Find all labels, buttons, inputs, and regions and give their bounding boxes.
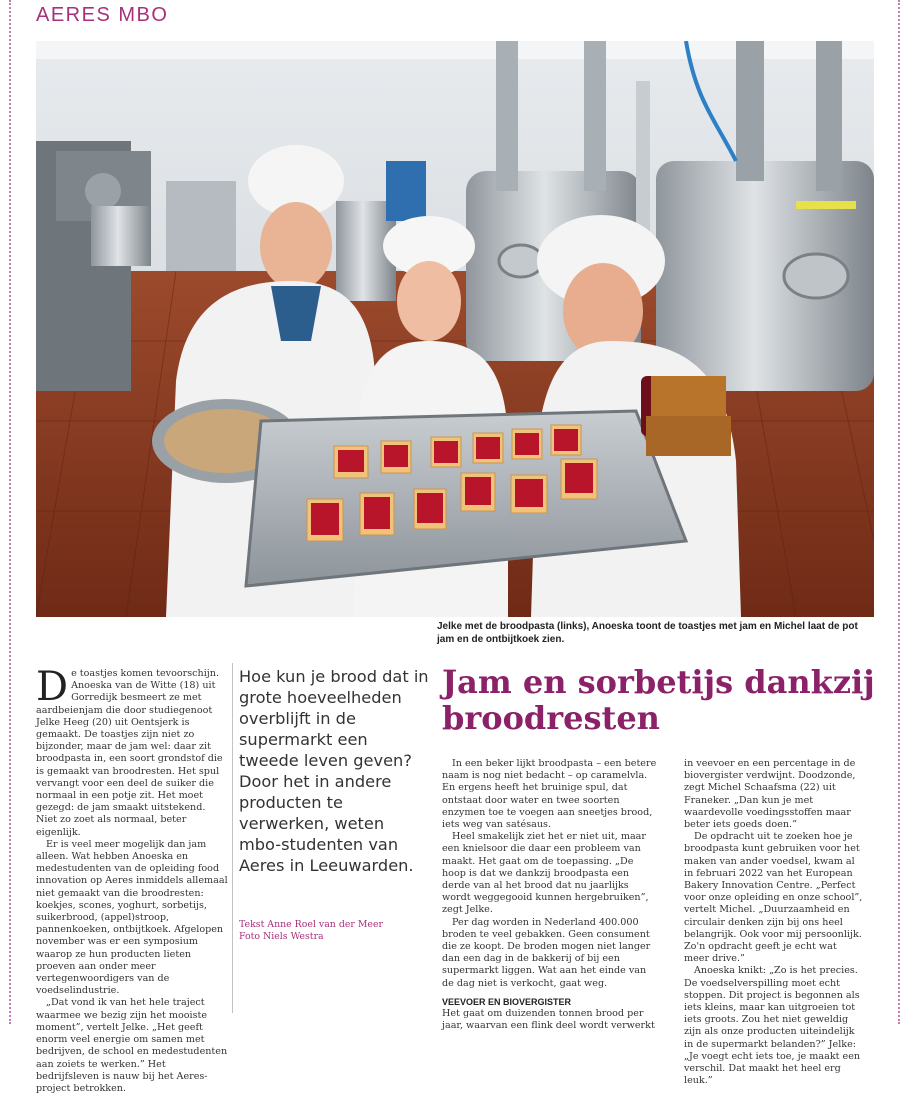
article-column-4 bbox=[684, 758, 864, 1087]
paragraph: Heel smakelijk ziet het er niet uit, maar een knielsoor die daar een probleem van maakt. Het gaat om de toepassing. „De hoop is dat we dankzij broodpasta een derde van al het brood dat nu jaarlijks wordt weggegooid kunnen hergebruiken”, zegt Jelke. bbox=[442, 831, 649, 916]
left-margin-dots bbox=[9, 0, 13, 1024]
article-column-1 bbox=[36, 664, 229, 1095]
paragraph: In een beker lijkt broodpasta – een betere naam is nog niet bedacht – op caramelvla. En ergens heeft het bruinige spul, dat ontstaat door water en twee soorten enzymen toe te voegen aan sneetjes brood, iets weg van satésaus. bbox=[442, 758, 657, 831]
paragraph: Per dag worden in Nederland 400.000 broden te veel gebakken. Geen consument die ze koopt. De broden mogen niet langer dan een dag in de bakkerij of bij een supermarkt liggen. Wat aan het einde van de dag niet is verkocht, gaat weg. bbox=[442, 916, 651, 989]
article-photo bbox=[36, 41, 874, 617]
paragraph: Anoeska knikt: „Zo is het precies. De voedselverspilling moet echt stoppen. Dit project is begonnen als iets kleins, maar kan uitgroeien tot iets groots. Zou het niet geweldig zijn als onze producten uiteindelijk in de supermarkt belanden?” Jelke: „Je voegt echt iets toe, je maakt een verschil. Dat maakt het heel erg leuk.” bbox=[684, 965, 861, 1087]
drop-cap: D bbox=[36, 664, 69, 710]
article-column-3 bbox=[442, 758, 658, 1032]
text-credit: Tekst Anne Roel van der Meer bbox=[239, 919, 384, 930]
paragraph: Er is veel meer mogelijk dan jam alleen. Wat hebben Anoeska en medestudenten van de opleiding food innovation op Aeres inmiddels allemaal niet gemaakt van die broodresten: koekjes, scones, yoghurt, sorbetijs, suikerbrood, (appel)stroop, pannenkoeken, ontbijtkoek. Afgelopen november was er een symposium waarop ze hun producten lieten proeven aan onder meer vertegenwoordigers van de voedselindustrie. bbox=[36, 838, 228, 997]
paragraph: Het gaat om duizenden tonnen brood per jaar, waarvan een flink deel wordt verwerkt bbox=[442, 1008, 655, 1032]
right-margin-dots bbox=[898, 0, 902, 1024]
paragraph: „Dat vond ik van het hele traject waarmee we bezig zijn het mooiste moment”, vertelt Jelke. „Het geeft enorm veel energie om samen met bedrijven, de school en medestudenten aan zoiets te werken.” Het bedrijfsleven is nauw bij het Aeres-project betrokken. bbox=[36, 997, 228, 1094]
article-credits bbox=[239, 919, 439, 943]
article-headline: Jam en sorbetijs dankzij broodresten bbox=[442, 663, 875, 737]
article-lead: Hoe kun je brood dat in grote hoeveelheden overblijft in de supermarkt een tweede leven geven? Door het in andere producten te verwerken, weten mbo-studenten van Aeres in Leeuwarden. bbox=[239, 667, 429, 875]
column-divider bbox=[232, 663, 233, 1013]
section-label: AERES MBO bbox=[36, 4, 169, 26]
subheading: VEEVOER EN BIOVERGISTER bbox=[442, 996, 572, 1007]
paragraph: De opdracht uit te zoeken hoe je broodpasta kunt gebruiken voor het maken van ander voedsel, kwam al in februari 2022 van het European Bakery Innovation Centre. „Perfect voor onze opleiding en onze school”, vertelt Michel. „Duurzaamheid en circulair denken zijn bij ons heel belangrijk. Ook voor mij persoonlijk. Zo'n opdracht geeft je echt wat meer drive.” bbox=[684, 831, 863, 965]
photo-caption: Jelke met de broodpasta (links), Anoeska toont de toastjes met jam en Michel laat de pot jam en de ontbijtkoek zien. bbox=[437, 621, 858, 645]
paragraph: e toastjes komen tevoorschijn. Anoeska van de Witte (18) uit Gorredijk besmeert ze met aardbeienjam die door studiegenoot Jelke Heeg (20) uit Oentsjerk is gemaakt. De toastjes zijn niet zo bijzonder, maar de jam wel: daar zit broodpasta in, een soort grondstof die is gemaakt van broodresten. Het spul vervangt voor een deel de suiker die normaal in een potje zit. Het moet gezegd: de jam smaakt uitstekend. Niet zo zoet als normaal, beter eigenlijk. bbox=[36, 668, 223, 838]
paragraph: in veevoer en een percentage in de biovergister verdwijnt. Doodzonde, zegt Michel Schaafsma (22) uit Franeker. „Dan kun je met waardevolle voedingsstoffen maar beter iets goeds doen.” bbox=[684, 758, 856, 831]
photo-credit: Foto Niels Westra bbox=[239, 931, 324, 942]
